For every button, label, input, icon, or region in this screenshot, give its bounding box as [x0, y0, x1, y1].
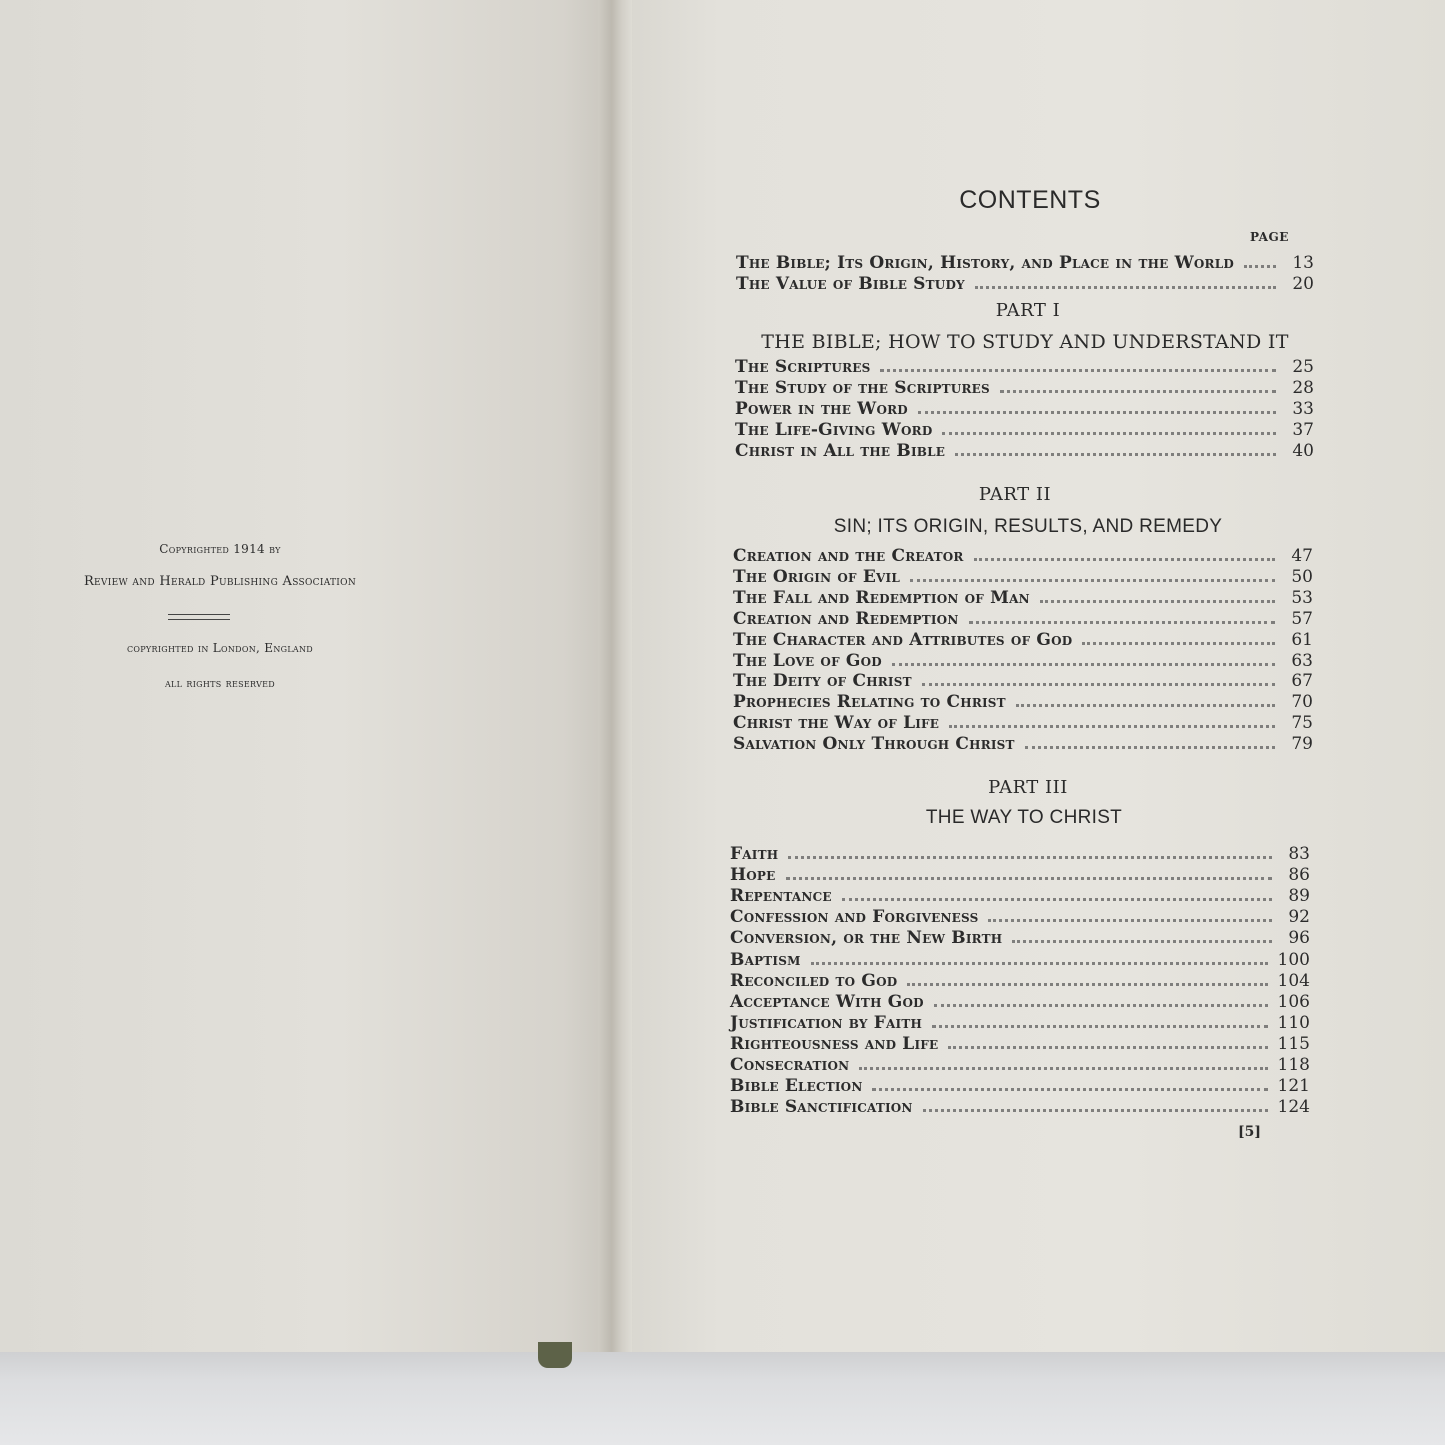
toc-entry-page: 124 [1277, 1097, 1310, 1118]
toc-entry-title: Prophecies Relating to Christ [733, 692, 1006, 713]
toc-entry [735, 376, 1314, 398]
dot-leader [907, 983, 1267, 986]
dot-leader [922, 683, 1275, 686]
toc-entry-page: 50 [1291, 566, 1313, 587]
toc-entry-title: Salvation Only Through Christ [733, 734, 1015, 755]
toc-entry-title: Christ the Way of Life [733, 713, 940, 734]
dot-leader [859, 1067, 1267, 1070]
toc-entry-page: 61 [1291, 629, 1313, 650]
toc-entry-title: Hope [730, 865, 776, 886]
toc-entry-page: 70 [1291, 692, 1313, 713]
toc-entry-title: Consecration [730, 1055, 850, 1075]
toc-entry-title: The Origin of Evil [733, 566, 901, 587]
toc-entry-page: 106 [1277, 991, 1310, 1012]
toc-entry [733, 586, 1313, 608]
toc-entry [730, 969, 1310, 991]
dot-leader [872, 1088, 1267, 1091]
book-spine-edge [538, 1342, 572, 1368]
toc-entry-page: 53 [1291, 587, 1313, 608]
toc-entry-page: 40 [1292, 441, 1314, 461]
toc-entry [735, 397, 1314, 419]
part-label: PART II [978, 484, 1052, 505]
toc-entry [733, 607, 1313, 629]
part-label: PART I [995, 300, 1061, 321]
book-gutter [598, 0, 632, 1352]
toc-entry-page: 37 [1292, 420, 1314, 440]
copyright-year: Copyrighted 1914 by [159, 542, 281, 556]
toc-entry-title: The Bible; Its Origin, History, and Place in the World [736, 253, 1234, 273]
copyright-london: copyrighted in London, England [126, 641, 314, 655]
dot-leader [1000, 390, 1276, 393]
dot-leader [786, 877, 1273, 880]
part-subtitle: THE BIBLE; HOW TO STUDY AND UNDERSTAND IT [761, 331, 1289, 353]
dot-leader [1012, 940, 1272, 943]
toc-entry [730, 948, 1310, 970]
dot-leader [932, 1025, 1268, 1028]
rights-reserved: all rights reserved [164, 676, 276, 690]
dot-leader [1244, 265, 1276, 268]
dot-leader [1082, 642, 1275, 645]
toc-entry [730, 926, 1310, 948]
toc-entry [730, 1053, 1310, 1075]
toc-entry-title: The Life-Giving Word [735, 420, 933, 440]
toc-entry [733, 669, 1313, 691]
dot-leader [842, 898, 1272, 901]
toc-entry-title: The Love of God [733, 650, 882, 671]
toc-entry [730, 863, 1310, 885]
toc-entry-title: The Scriptures [735, 357, 871, 377]
dot-leader [811, 962, 1268, 965]
toc-entry [733, 649, 1313, 671]
toc-entry-page: 118 [1277, 1055, 1310, 1075]
toc-entry-title: Baptism [730, 949, 801, 970]
toc-entry-title: Christ in All the Bible [735, 441, 946, 461]
toc-entry-title: Conversion, or the New Birth [730, 928, 1003, 949]
toc-entry-page: 47 [1291, 546, 1313, 566]
dot-leader [948, 1046, 1267, 1049]
toc-entry [735, 355, 1314, 377]
toc-entry-title: The Character and Attributes of God [733, 629, 1073, 650]
toc-entry-title: Acceptance With God [730, 991, 924, 1012]
page-column-header: PAGE [1250, 230, 1289, 244]
toc-entry-page: 92 [1288, 907, 1310, 928]
dot-leader [880, 369, 1276, 372]
toc-entry [733, 711, 1313, 733]
dot-leader [955, 453, 1276, 456]
double-rule-divider [168, 614, 230, 620]
toc-entry [733, 628, 1313, 650]
dot-leader [969, 621, 1276, 624]
toc-entry-title: The Deity of Christ [733, 671, 912, 692]
toc-entry-title: Power in the Word [735, 399, 908, 419]
dot-leader [942, 432, 1276, 435]
toc-entry-page: 115 [1277, 1033, 1310, 1054]
toc-entry-page: 67 [1291, 671, 1313, 692]
toc-entry [730, 842, 1310, 864]
toc-entry [735, 418, 1314, 440]
page-number: [5] [1238, 1124, 1261, 1140]
toc-entry-page: 86 [1288, 865, 1310, 886]
dot-leader [975, 286, 1276, 289]
toc-entry-title: Creation and Redemption [733, 608, 959, 629]
toc-entry-page: 13 [1292, 253, 1314, 273]
toc-entry-page: 121 [1277, 1076, 1310, 1097]
dot-leader [1040, 600, 1275, 603]
toc-entry [735, 439, 1314, 461]
toc-entry [733, 565, 1313, 587]
toc-entry-page: 28 [1292, 378, 1314, 398]
dot-leader [988, 919, 1272, 922]
toc-entry-page: 79 [1291, 734, 1313, 755]
toc-entry [733, 732, 1313, 754]
toc-entry-title: Creation and the Creator [733, 546, 964, 566]
toc-entry-page: 100 [1277, 949, 1310, 970]
toc-entry-page: 110 [1277, 1012, 1310, 1033]
toc-entry-title: Faith [730, 844, 779, 864]
toc-entry [736, 251, 1314, 273]
toc-entry-page: 57 [1291, 608, 1313, 629]
toc-entry-title: The Value of Bible Study [736, 274, 965, 294]
toc-entry [730, 1011, 1310, 1033]
toc-entry [736, 272, 1314, 294]
toc-entry-page: 83 [1288, 844, 1310, 864]
background-surface [0, 1352, 1445, 1445]
toc-entry-page: 25 [1292, 357, 1314, 377]
toc-entry-title: Righteousness and Life [730, 1033, 939, 1054]
toc-entry-title: Reconciled to God [730, 970, 898, 991]
toc-entry-title: Confession and Forgiveness [730, 907, 979, 928]
toc-entry-page: 104 [1277, 970, 1310, 991]
toc-entry-title: Bible Sanctification [730, 1097, 913, 1118]
dot-leader [910, 579, 1275, 582]
toc-entry [730, 1095, 1310, 1117]
toc-entry-title: Bible Election [730, 1076, 863, 1097]
dot-leader [1016, 704, 1275, 707]
toc-entry-page: 96 [1288, 928, 1310, 949]
toc-entry-title: Repentance [730, 886, 832, 907]
dot-leader [974, 558, 1275, 561]
toc-entry [733, 690, 1313, 712]
toc-entry [730, 905, 1310, 927]
toc-entry [730, 1074, 1310, 1096]
part-label: PART III [988, 777, 1068, 798]
dot-leader [923, 1109, 1268, 1112]
toc-entry [730, 884, 1310, 906]
toc-entry-page: 75 [1291, 713, 1313, 734]
dot-leader [788, 856, 1272, 859]
dot-leader [892, 663, 1275, 666]
toc-entry-title: Justification by Faith [730, 1012, 923, 1033]
part-subtitle: THE WAY TO CHRIST [925, 807, 1123, 828]
toc-entry-page: 33 [1292, 399, 1314, 419]
toc-entry [730, 990, 1310, 1012]
toc-entry-page: 20 [1292, 274, 1314, 294]
dot-leader [918, 411, 1276, 414]
toc-entry-page: 89 [1288, 886, 1310, 907]
toc-entry [733, 544, 1313, 566]
toc-entry [730, 1032, 1310, 1054]
toc-entry-title: The Fall and Redemption of Man [733, 587, 1030, 608]
dot-leader [1025, 746, 1275, 749]
dot-leader [949, 725, 1275, 728]
part-subtitle: SIN; ITS ORIGIN, RESULTS, AND REMEDY [833, 516, 1223, 537]
publisher-name: Review and Herald Publishing Association [83, 574, 357, 589]
toc-entry-page: 63 [1291, 650, 1313, 671]
toc-entry-title: The Study of the Scriptures [735, 378, 990, 398]
contents-title: CONTENTS [959, 186, 1101, 214]
dot-leader [934, 1004, 1268, 1007]
